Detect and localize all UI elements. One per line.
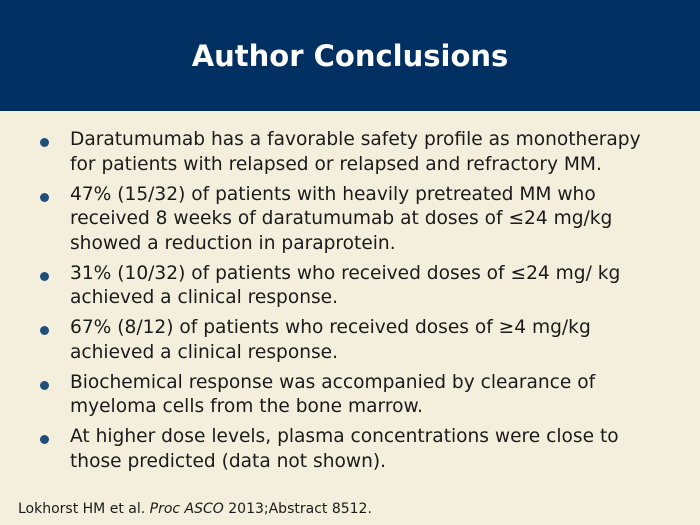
bullet-text: 47% (15/32) of patients with heavily pretreated MM who received 8 weeks of daratumumab at doses of ≤24 mg/kg showed a reduction in paraprotein. [70, 183, 613, 254]
bullet-text: Biochemical response was accompanied by clearance of myeloma cells from the bone marrow. [70, 371, 596, 417]
bullet-item [0, 316, 700, 365]
bullet-dot-icon [40, 326, 49, 335]
slide-title: Author Conclusions [191, 39, 509, 73]
bullet-text: 31% (10/32) of patients who received doses of ≤24 mg/ kg achieved a clinical response. [70, 262, 621, 308]
bullet-item [0, 425, 700, 474]
bullet-dot-icon [40, 381, 49, 390]
bullet-item [0, 128, 700, 177]
bullet-text: 67% (8/12) of patients who received doses of ≥4 mg/kg achieved a clinical response. [70, 317, 591, 363]
citation-authors: Lokhorst HM et al. [18, 501, 150, 517]
bullet-text: Daratumumab has a favorable safety profile as monotherapy for patients with relapsed or relapsed and refractory MM. [70, 129, 641, 175]
bullet-item [0, 371, 700, 420]
bullet-dot-icon [40, 193, 49, 202]
citation-journal: Proc ASCO [149, 501, 224, 517]
conclusions-list [0, 128, 700, 480]
citation [18, 500, 372, 518]
bullet-dot-icon [40, 138, 49, 147]
bullet-text: At higher dose levels, plasma concentrations were close to those predicted (data not shown). [70, 426, 619, 472]
citation-details: 2013;Abstract 8512. [223, 501, 372, 517]
bullet-item [0, 183, 700, 257]
bullet-item [0, 262, 700, 311]
bullet-dot-icon [40, 272, 49, 281]
title-banner [0, 0, 700, 111]
bullet-dot-icon [40, 435, 49, 444]
